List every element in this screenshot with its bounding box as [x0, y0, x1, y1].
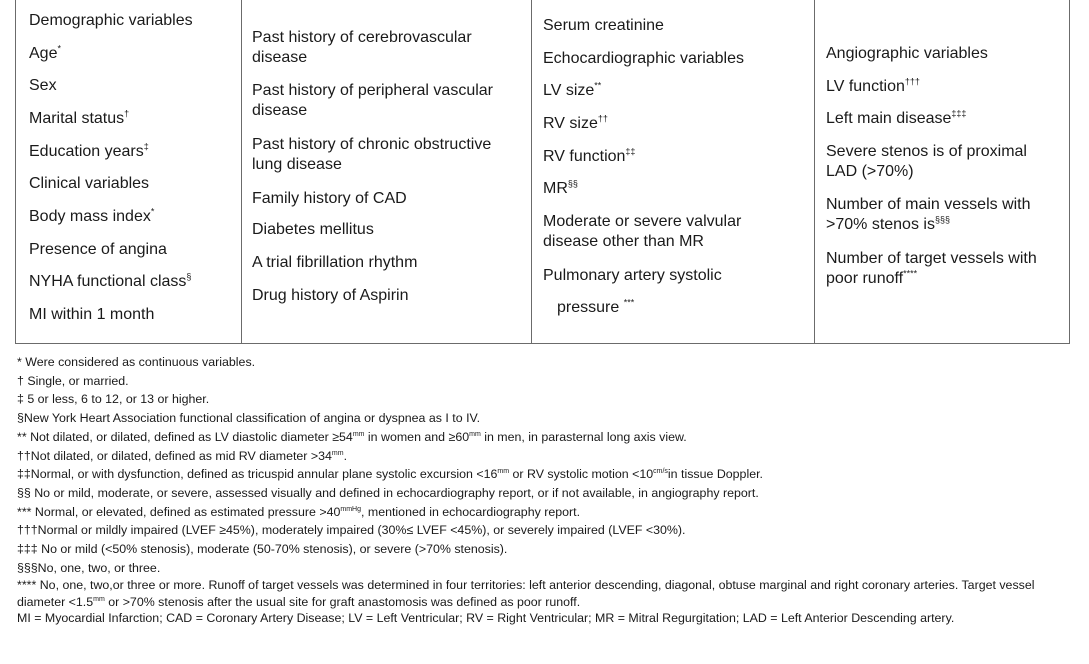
footnote-marker: ***	[623, 297, 635, 308]
cell-text: A trial fibrillation rhythm	[252, 254, 418, 271]
cell-text: Drug history of Aspirin	[252, 287, 409, 304]
unit-superscript: mm	[331, 449, 344, 457]
footnote-text: ††Not dilated, or dilated, defined as mid RV diameter >34	[17, 448, 332, 463]
cell-text: Pulmonary artery systolic	[543, 267, 722, 284]
variables-table	[15, 0, 1070, 344]
cell-text: Marital status	[29, 110, 125, 127]
footnote	[17, 465, 1077, 484]
table-cell	[252, 286, 409, 306]
footnote-marker: ††	[597, 113, 608, 124]
footnote	[17, 447, 1077, 466]
footnote-marker: *	[150, 206, 155, 217]
column-divider	[531, 0, 532, 343]
cell-text-line2: LAD (>70%)	[826, 163, 914, 180]
footnote	[17, 610, 1077, 627]
footnote	[17, 521, 1077, 540]
footnote-text: in women and ≥60	[364, 429, 470, 444]
footnote-marker: *	[57, 43, 61, 54]
cell-text-line2: disease	[252, 49, 308, 66]
cell-text-line2: disease other than MR	[543, 233, 704, 250]
table-cell	[826, 77, 920, 97]
footnote-marker: ‡	[143, 141, 149, 152]
footnote	[17, 390, 1077, 409]
cell-text: Echocardiographic variables	[543, 50, 744, 67]
footnote-text: or >70% stenosis after the usual site for graft anastomosis was defined as poor runoff.	[104, 594, 581, 609]
table-cell	[252, 189, 407, 209]
cell-text: Clinical variables	[29, 175, 150, 192]
table-cell	[826, 142, 1027, 182]
cell-text: Past history of peripheral vascular	[252, 82, 493, 99]
cell-text: Serum creatinine	[543, 17, 664, 34]
table-cell	[29, 11, 193, 31]
footnote-text: †††Normal or mildly impaired (LVEF ≥45%), moderately impaired (30%≤ LVEF <45%), or severely impaired (LVEF <30%).	[17, 523, 686, 538]
footnote-text: §New York Heart Association functional classification of angina or dyspnea as I to IV.	[17, 411, 481, 426]
footnote-text: in men, in parasternal long axis view.	[480, 429, 687, 444]
footnote-marker: §§	[567, 178, 578, 189]
footnote-text: * Were considered as continuous variables.	[17, 355, 256, 369]
table-cell	[543, 49, 744, 69]
table-cell	[543, 114, 608, 134]
table-cell	[826, 195, 1031, 235]
table-cell	[29, 240, 167, 260]
cell-text: Education years	[29, 143, 144, 160]
table-cell	[29, 76, 57, 96]
cell-text: LV size	[543, 82, 595, 99]
footnote-text: *** Normal, or elevated, defined as estimated pressure >40	[17, 504, 341, 519]
unit-superscript: mmHg	[340, 505, 361, 513]
footnote-text: **** No, one, two,or three or more. Runoff of target vessels was determined in four territories: left anterior descending, diagonal, obtuse marginal and right coronary arteries. Target vessel diameter <1.5	[17, 578, 1035, 609]
footnote-text: † Single, or married.	[17, 373, 129, 388]
footnote	[17, 428, 1077, 447]
unit-superscript: mm	[497, 468, 510, 476]
footnote-text: or RV systolic motion <10	[509, 467, 654, 482]
footnotes	[17, 353, 1077, 627]
unit-superscript: mm	[352, 430, 365, 438]
table-cell	[252, 135, 491, 175]
table-cell	[252, 28, 472, 68]
table-cell	[826, 249, 1037, 289]
cell-text: Sex	[29, 77, 57, 94]
footnote-marker: §	[186, 271, 192, 282]
table-cell	[543, 179, 578, 199]
cell-text: MR	[543, 180, 568, 197]
cell-text-line2: disease	[252, 102, 308, 119]
table-cell	[543, 266, 722, 286]
cell-text: Moderate or severe valvular	[543, 213, 742, 230]
cell-text: Angiographic variables	[826, 45, 988, 62]
footnote-text: ‡‡Normal, or with dysfunction, defined as tricuspid annular plane systolic excursion <16	[17, 467, 498, 482]
footnote-marker: †††	[904, 76, 920, 87]
footnote-text: , mentioned in echocardiography report.	[361, 504, 581, 519]
table-cell	[543, 16, 664, 36]
footnote-text: in tissue Doppler.	[667, 467, 763, 482]
column-divider	[814, 0, 815, 343]
table-cell	[29, 142, 149, 162]
cell-text: MI within 1 month	[29, 306, 155, 323]
table-cell	[29, 207, 154, 227]
footnote	[17, 409, 1077, 428]
cell-text: Number of target vessels with	[826, 250, 1037, 267]
cell-text: RV size	[543, 115, 598, 132]
footnote	[17, 372, 1077, 391]
footnote-text: .	[343, 448, 348, 463]
table-cell	[543, 147, 635, 167]
column-divider	[241, 0, 242, 343]
footnote-marker: ‡‡	[625, 146, 636, 157]
table-cell	[557, 298, 634, 318]
footnote-text: ‡ 5 or less, 6 to 12, or 13 or higher.	[17, 392, 210, 407]
cell-text: Presence of angina	[29, 241, 167, 258]
unit-superscript: cm/s	[653, 468, 668, 476]
table-cell	[252, 220, 374, 240]
cell-text-line2: poor runoff	[826, 270, 904, 287]
footnote	[17, 484, 1077, 503]
footnote-text: ** Not dilated, or dilated, defined as LV diastolic diameter ≥54	[17, 429, 353, 444]
table-cell	[29, 109, 129, 129]
footnote-text: §§ No or mild, moderate, or severe, assessed visually and defined in echocardiography report, or if not available, in angiography report.	[17, 485, 759, 500]
cell-text: LV function	[826, 78, 905, 95]
cell-text: RV function	[543, 148, 626, 165]
cell-text: Family history of CAD	[252, 190, 407, 207]
footnote-marker: §§§	[934, 214, 950, 225]
footnote	[17, 540, 1077, 559]
table-cell	[543, 81, 601, 101]
table-cell	[826, 109, 966, 129]
unit-superscript: mm	[93, 595, 105, 603]
cell-text: pressure	[557, 299, 624, 316]
cell-text: Left main disease	[826, 110, 952, 127]
footnote	[17, 503, 1077, 522]
footnote	[17, 577, 1077, 610]
footnote	[17, 353, 1077, 372]
footnote-marker: ****	[903, 268, 918, 279]
footnote-text: ‡‡‡ No or mild (<50% stenosis), moderate (50-70% stenosis), or severe (>70% stenosis).	[17, 542, 508, 557]
footnote-marker: †	[124, 108, 130, 119]
cell-text: Body mass index	[29, 208, 151, 225]
cell-text: Age	[29, 45, 58, 62]
table-cell	[826, 44, 988, 64]
table-cell	[252, 253, 417, 273]
cell-text-line2: >70% stenos is	[826, 216, 935, 233]
table-cell	[29, 272, 191, 292]
footnote-text: MI = Myocardial Infarction; CAD = Coronary Artery Disease; LV = Left Ventricular; RV = Right Ventricular; MR = Mitral Regurgitation; LAD = Left Anterior Descending artery.	[17, 611, 955, 626]
cell-text: Number of main vessels with	[826, 196, 1031, 213]
cell-text: Past history of chronic obstructive	[252, 136, 492, 153]
footnote	[17, 559, 1077, 578]
footnote-text: §§§No, one, two, or three.	[17, 560, 161, 575]
table-cell	[543, 212, 741, 252]
cell-text: Severe stenos is of proximal	[826, 143, 1027, 160]
table-cell	[29, 305, 154, 325]
table-cell	[252, 81, 493, 121]
footnote-marker: ‡‡‡	[951, 108, 967, 119]
footnote-marker: **	[594, 80, 602, 91]
unit-superscript: mm	[469, 430, 481, 438]
table-cell	[29, 174, 149, 194]
cell-text: Demographic variables	[29, 12, 193, 29]
cell-text: Diabetes mellitus	[252, 221, 374, 238]
table-cell	[29, 44, 61, 64]
cell-text: Past history of cerebrovascular	[252, 29, 472, 46]
cell-text: NYHA functional class	[29, 273, 187, 290]
cell-text-line2: lung disease	[252, 156, 342, 173]
